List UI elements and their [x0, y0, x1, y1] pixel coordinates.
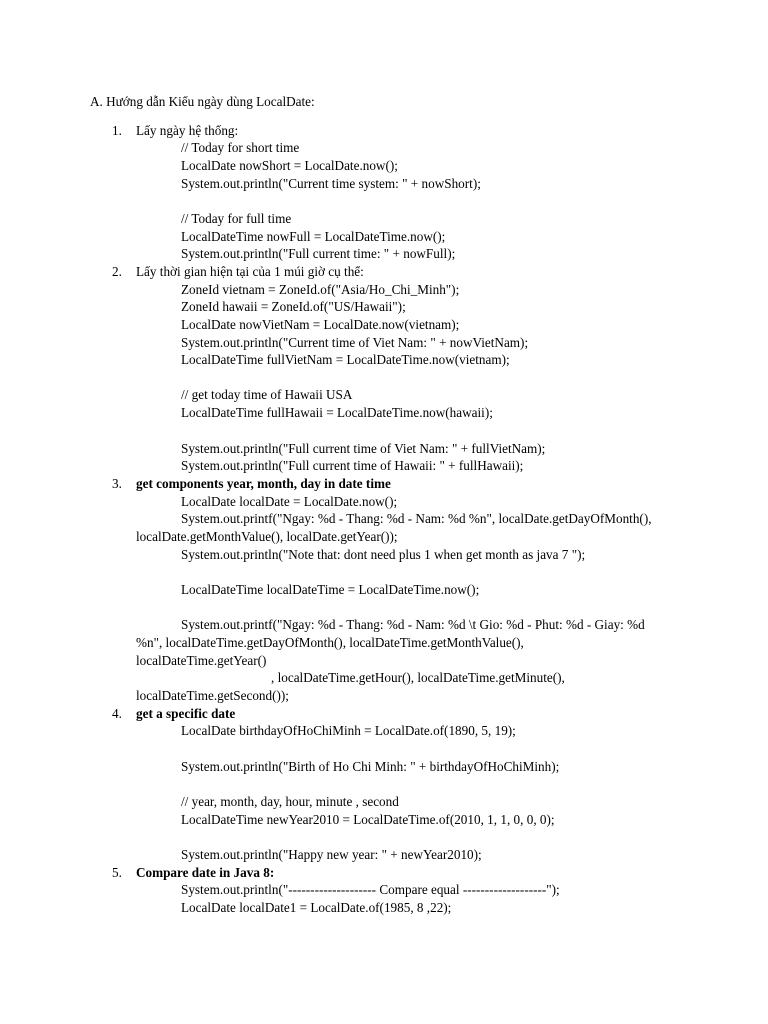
code-line: // get today time of Hawaii USA — [181, 387, 353, 402]
code-line: LocalDateTime localDateTime = LocalDateTime.now(); — [181, 582, 480, 597]
code-line: ZoneId vietnam = ZoneId.of("Asia/Ho_Chi_Minh"); — [181, 282, 460, 297]
code-line: LocalDateTime fullVietNam = LocalDateTime.now(vietnam); — [181, 352, 510, 367]
code-line: System.out.println("Happy new year: " + newYear2010); — [181, 847, 482, 862]
code-line: System.out.println("Full current time: " + nowFull); — [181, 246, 456, 261]
code-line: System.out.printf("Ngay: %d - Thang: %d - Nam: %d \t Gio: %d - Phut: %d - Giay: %d — [181, 617, 645, 632]
code-line: LocalDate localDate = LocalDate.now(); — [181, 494, 398, 509]
code-line: // Today for full time — [181, 211, 292, 226]
code-line: LocalDateTime nowFull = LocalDateTime.now(); — [181, 229, 446, 244]
code-line: localDate.getMonthValue(), localDate.getYear()); — [136, 529, 398, 544]
item-title: get a specific date — [136, 706, 236, 721]
list-number: 4. — [112, 706, 122, 721]
code-line: System.out.println("Current time system: " + nowShort); — [181, 176, 481, 191]
item-title: Lấy ngày hệ thống: — [136, 123, 239, 138]
code-line: System.out.println("-------------------- Compare equal -------------------"); — [181, 882, 560, 897]
code-line: System.out.println("Birth of Ho Chi Minh: " + birthdayOfHoChiMinh); — [181, 759, 560, 774]
list-number: 5. — [112, 865, 122, 880]
list-number: 3. — [112, 476, 122, 491]
code-line: %n", localDateTime.getDayOfMonth(), localDateTime.getMonthValue(), — [136, 635, 524, 650]
code-line: System.out.println("Full current time of Hawaii: " + fullHawaii); — [181, 458, 524, 473]
item-title: Compare date in Java 8: — [136, 865, 275, 880]
code-line: ZoneId hawaii = ZoneId.of("US/Hawaii"); — [181, 299, 406, 314]
code-line: // Today for short time — [181, 140, 300, 155]
section-heading: A. Hướng dẫn Kiểu ngày dùng LocalDate: — [90, 94, 315, 109]
code-line: System.out.println("Full current time of Viet Nam: " + fullVietNam); — [181, 441, 546, 456]
code-line: LocalDate birthdayOfHoChiMinh = LocalDate.of(1890, 5, 19); — [181, 723, 516, 738]
code-line: LocalDate nowShort = LocalDate.now(); — [181, 158, 398, 173]
item-title: get components year, month, day in date time — [136, 476, 391, 491]
code-line: localDateTime.getYear() — [136, 653, 267, 668]
code-line: LocalDate localDate1 = LocalDate.of(1985, 8 ,22); — [181, 900, 452, 915]
code-line: System.out.printf("Ngay: %d - Thang: %d - Nam: %d %n", localDate.getDayOfMonth(), — [181, 511, 652, 526]
list-number: 1. — [112, 123, 122, 138]
code-line: LocalDateTime fullHawaii = LocalDateTime.now(hawaii); — [181, 405, 493, 420]
item-title: Lấy thời gian hiện tại của 1 múi giờ cụ thể: — [136, 264, 364, 279]
code-line: LocalDate nowVietNam = LocalDate.now(vietnam); — [181, 317, 460, 332]
code-line: , localDateTime.getHour(), localDateTime.getMinute(), — [271, 670, 565, 685]
list-number: 2. — [112, 264, 122, 279]
code-line: System.out.println("Current time of Viet Nam: " + nowVietNam); — [181, 335, 529, 350]
code-line: // year, month, day, hour, minute , second — [181, 794, 399, 809]
code-line: LocalDateTime newYear2010 = LocalDateTime.of(2010, 1, 1, 0, 0, 0); — [181, 812, 555, 827]
code-line: System.out.println("Note that: dont need plus 1 when get month as java 7 "); — [181, 547, 586, 562]
code-line: localDateTime.getSecond()); — [136, 688, 289, 703]
